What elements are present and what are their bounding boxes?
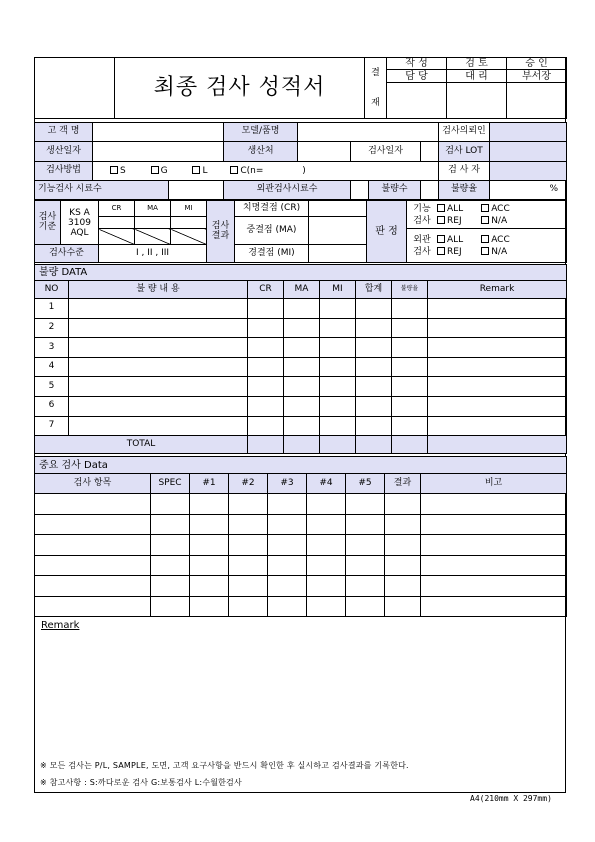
crit-cr-diagonal[interactable] [99, 229, 135, 245]
method-label: 검사방법 [35, 162, 93, 181]
defect-rate-cell[interactable] [392, 318, 428, 338]
defect-count-field[interactable] [421, 181, 439, 200]
table-row [35, 318, 567, 338]
defect-total-label: TOTAL [35, 436, 248, 454]
insp-date-field[interactable] [421, 142, 439, 162]
defect-ma-cell[interactable] [284, 338, 320, 358]
key-data-cell[interactable] [385, 596, 421, 617]
key-header-4: #4 [307, 474, 346, 494]
key-data-cell[interactable] [190, 494, 229, 515]
model-field[interactable] [298, 123, 439, 142]
defect-header-content: 불 량 내 용 [69, 281, 248, 299]
func-samples-field[interactable] [169, 181, 224, 200]
key-data-cell[interactable] [229, 555, 268, 576]
key-data-cell[interactable] [190, 514, 229, 535]
defect-header-cr: CR [248, 281, 284, 299]
key-data-cell[interactable] [229, 535, 268, 556]
key-header-note: 비고 [421, 474, 567, 494]
insp-date-label: 검사일자 [351, 142, 421, 162]
prod-place-label: 생산처 [224, 142, 298, 162]
method-c-checkbox[interactable] [230, 166, 238, 174]
remark-note-2: ※ 참고사항 : S:까다로운 검사 G:보통검사 L:수월한검사 [40, 778, 242, 787]
crit-col-ma: MA [135, 201, 171, 217]
defect-mi-cell[interactable] [320, 377, 356, 397]
defect-mi-cell[interactable] [320, 396, 356, 416]
inspector-field[interactable] [490, 162, 567, 181]
key-data-cell[interactable] [190, 596, 229, 617]
customer-label: 고 객 명 [35, 123, 93, 142]
defect-rows [35, 299, 567, 436]
key-data-cell[interactable] [421, 494, 567, 515]
defect-remark-cell[interactable] [428, 357, 567, 377]
key-data-cell[interactable] [346, 555, 385, 576]
defect-no-cell: 2 [35, 318, 69, 338]
func-all-checkbox[interactable] [437, 204, 445, 212]
ks-standard: KS A 3109 AQL [61, 201, 99, 245]
visual-samples-field[interactable] [351, 181, 369, 200]
key-data-cell[interactable] [190, 576, 229, 597]
defect-count-label: 불량수 [369, 181, 421, 200]
key-data-cell[interactable] [268, 535, 307, 556]
defect-ma-cell[interactable] [284, 299, 320, 319]
defect-header-ma: MA [284, 281, 320, 299]
sign-box-manager[interactable] [507, 83, 567, 119]
defect-cr-label: 치명결점 (CR) [235, 201, 309, 217]
table-row [35, 357, 567, 377]
defect-ma-cell[interactable] [284, 416, 320, 436]
table-row [35, 535, 567, 556]
key-section-title: 중요 검사 Data [35, 457, 567, 474]
key-data-cell[interactable] [268, 576, 307, 597]
key-data-cell[interactable] [35, 576, 151, 597]
defect-rate-field[interactable]: % [490, 181, 567, 200]
defect-rate-cell[interactable] [392, 377, 428, 397]
key-data-cell[interactable] [421, 596, 567, 617]
total-mi[interactable] [320, 436, 356, 454]
defect-content-cell[interactable] [69, 318, 248, 338]
requester-label: 검사의뢰인 [439, 123, 490, 142]
defect-no-cell: 6 [35, 396, 69, 416]
defect-rate-cell[interactable] [392, 299, 428, 319]
key-data-cell[interactable] [151, 494, 190, 515]
key-data-cell[interactable] [35, 535, 151, 556]
defect-mi-cell[interactable] [320, 357, 356, 377]
result-label: 검사 결과 [207, 201, 235, 263]
table-row [35, 596, 567, 617]
defect-rate-cell[interactable] [392, 396, 428, 416]
table-row [35, 494, 567, 515]
key-data-cell[interactable] [151, 535, 190, 556]
defect-header-remark: Remark [428, 281, 567, 299]
defect-sum-cell[interactable] [356, 377, 392, 397]
defect-cr-cell[interactable] [248, 299, 284, 319]
crit-mi-value[interactable] [171, 217, 207, 229]
sign-box-deputy[interactable] [447, 83, 507, 119]
defect-no-cell: 3 [35, 338, 69, 358]
key-data-cell[interactable] [229, 576, 268, 597]
table-row [35, 338, 567, 358]
visual-na-checkbox[interactable] [481, 247, 489, 255]
key-data-table [34, 456, 567, 617]
key-data-cell[interactable] [190, 535, 229, 556]
remark-area[interactable] [34, 616, 566, 793]
defect-sum-cell[interactable] [356, 416, 392, 436]
approval-col-review: 검 토 [447, 58, 507, 70]
key-data-cell[interactable] [346, 494, 385, 515]
defect-remark-cell[interactable] [428, 377, 567, 397]
defect-no-cell: 4 [35, 357, 69, 377]
defect-content-cell[interactable] [69, 357, 248, 377]
defect-sum-cell[interactable] [356, 299, 392, 319]
approval-col-write: 작 성 [387, 58, 447, 70]
key-data-cell[interactable] [307, 514, 346, 535]
defect-header-rate: 불량율 [392, 281, 428, 299]
visual-samples-label: 외관검사시료수 [224, 181, 351, 200]
defect-mi-cell[interactable] [320, 416, 356, 436]
method-l-checkbox[interactable] [192, 166, 200, 174]
defect-sum-cell[interactable] [356, 338, 392, 358]
defect-cr-cell[interactable] [248, 416, 284, 436]
approval-sub-manager: 부서장 [507, 70, 567, 83]
key-data-cell[interactable] [268, 555, 307, 576]
defect-ma-field[interactable] [309, 217, 367, 245]
func-acc-checkbox[interactable] [481, 204, 489, 212]
table-row [35, 416, 567, 436]
table-row [35, 299, 567, 319]
prod-date-field[interactable] [93, 142, 224, 162]
visual-acc-checkbox[interactable] [481, 235, 489, 243]
key-header-item: 검사 항목 [35, 474, 151, 494]
defect-content-cell[interactable] [69, 377, 248, 397]
customer-field[interactable] [93, 123, 224, 142]
total-cr[interactable] [248, 436, 284, 454]
defect-section-title: 불량 DATA [35, 265, 567, 281]
key-data-cell[interactable] [346, 596, 385, 617]
key-data-cell[interactable] [307, 535, 346, 556]
total-ma[interactable] [284, 436, 320, 454]
key-data-cell[interactable] [268, 494, 307, 515]
key-data-cell[interactable] [151, 596, 190, 617]
key-data-cell[interactable] [421, 535, 567, 556]
key-data-cell[interactable] [268, 596, 307, 617]
method-options: S G L C(n= ) [93, 162, 439, 181]
approval-sub-deputy: 대 리 [447, 70, 507, 83]
key-data-cell[interactable] [385, 494, 421, 515]
crit-col-cr: CR [99, 201, 135, 217]
defect-ma-cell[interactable] [284, 357, 320, 377]
table-row [35, 576, 567, 597]
key-data-cell[interactable] [190, 555, 229, 576]
key-data-cell[interactable] [385, 576, 421, 597]
crit-ma-value[interactable] [135, 217, 171, 229]
defect-mi-cell[interactable] [320, 318, 356, 338]
key-rows [35, 494, 567, 617]
defect-content-cell[interactable] [69, 299, 248, 319]
key-data-cell[interactable] [35, 596, 151, 617]
func-rej-checkbox[interactable] [437, 216, 445, 224]
defect-header-mi: MI [320, 281, 356, 299]
key-data-cell[interactable] [151, 555, 190, 576]
key-data-cell[interactable] [229, 596, 268, 617]
defect-cr-cell[interactable] [248, 318, 284, 338]
defect-remark-cell[interactable] [428, 416, 567, 436]
defect-header-sum: 합계 [356, 281, 392, 299]
judge-label: 판 정 [367, 201, 407, 263]
defect-no-cell: 7 [35, 416, 69, 436]
key-data-cell[interactable] [385, 555, 421, 576]
paper-size-label: A4(210mm X 297mm) [470, 794, 552, 803]
prod-date-label: 생산일자 [35, 142, 93, 162]
method-g-checkbox[interactable] [151, 166, 159, 174]
defect-cr-cell[interactable] [248, 338, 284, 358]
defect-mi-cell[interactable] [320, 338, 356, 358]
defect-ma-cell[interactable] [284, 318, 320, 338]
sign-box-staff[interactable] [387, 83, 447, 119]
key-header-result: 결과 [385, 474, 421, 494]
visual-judge: 외관 검사 ALL REJ ACC N/A [407, 229, 567, 263]
key-data-cell[interactable] [307, 555, 346, 576]
defect-mi-cell[interactable] [320, 299, 356, 319]
defect-cr-cell[interactable] [248, 377, 284, 397]
defect-cr-field[interactable] [309, 201, 367, 217]
key-data-cell[interactable] [307, 576, 346, 597]
key-data-cell[interactable] [385, 535, 421, 556]
defect-rate-cell[interactable] [392, 338, 428, 358]
defect-rate-cell[interactable] [392, 416, 428, 436]
table-row [35, 377, 567, 397]
total-sum[interactable] [356, 436, 392, 454]
method-s-checkbox[interactable] [110, 166, 118, 174]
defect-content-cell[interactable] [69, 416, 248, 436]
key-header-1: #1 [190, 474, 229, 494]
defect-remark-cell[interactable] [428, 318, 567, 338]
defect-sum-cell[interactable] [356, 318, 392, 338]
table-row [35, 514, 567, 535]
defect-mi-field[interactable] [309, 245, 367, 263]
defect-remark-cell[interactable] [428, 338, 567, 358]
requester-field[interactable] [490, 123, 567, 142]
visual-rej-checkbox[interactable] [437, 247, 445, 255]
defect-ma-label: 중결점 (MA) [235, 217, 309, 245]
key-data-cell[interactable] [35, 494, 151, 515]
key-data-cell[interactable] [268, 514, 307, 535]
key-data-cell[interactable] [346, 535, 385, 556]
total-remark[interactable] [428, 436, 567, 454]
func-na-checkbox[interactable] [481, 216, 489, 224]
defect-content-cell[interactable] [69, 338, 248, 358]
key-header-2: #2 [229, 474, 268, 494]
key-data-cell[interactable] [229, 494, 268, 515]
defect-content-cell[interactable] [69, 396, 248, 416]
inspector-label: 검 사 자 [439, 162, 490, 181]
defect-ma-cell[interactable] [284, 377, 320, 397]
criteria-table [34, 200, 567, 263]
key-data-cell[interactable] [307, 494, 346, 515]
defect-remark-cell[interactable] [428, 299, 567, 319]
key-data-cell[interactable] [229, 514, 268, 535]
remark-note-1: ※ 모든 검사는 P/L, SAMPLE, 도면, 고객 요구사항을 반드시 확인한 후 실시하고 검사결과를 기록한다. [40, 761, 409, 770]
key-header-3: #3 [268, 474, 307, 494]
level-value: I , II , III [99, 245, 207, 263]
func-samples-label: 기능검사 시료수 [35, 181, 169, 200]
defect-rate-cell[interactable] [392, 357, 428, 377]
table-row [35, 396, 567, 416]
defect-table [34, 264, 567, 454]
key-header-5: #5 [346, 474, 385, 494]
func-judge: 기능 검사 ALL REJ ACC N/A [407, 201, 567, 229]
key-data-cell[interactable] [151, 514, 190, 535]
total-rate[interactable] [392, 436, 428, 454]
defect-rate-label: 불량율 [439, 181, 490, 200]
std-label: 검사 기준 [35, 201, 61, 245]
key-data-cell[interactable] [346, 576, 385, 597]
table-row [35, 555, 567, 576]
approval-col-approve: 승 인 [507, 58, 567, 70]
defect-mi-label: 경결점 (MI) [235, 245, 309, 263]
key-data-cell[interactable] [35, 555, 151, 576]
header-table [34, 57, 567, 119]
defect-cr-cell[interactable] [248, 357, 284, 377]
key-data-cell[interactable] [151, 576, 190, 597]
defect-header-no: NO [35, 281, 69, 299]
key-data-cell[interactable] [307, 596, 346, 617]
lot-label: 검사 LOT [439, 142, 490, 162]
lot-field[interactable] [490, 142, 567, 162]
defect-ma-cell[interactable] [284, 396, 320, 416]
key-data-cell[interactable] [421, 576, 567, 597]
approval-label: 결 재 [365, 58, 387, 119]
remark-label: Remark [41, 620, 80, 631]
defect-remark-cell[interactable] [428, 396, 567, 416]
info-table [34, 122, 567, 200]
page-title: 최종 검사 성적서 [115, 58, 365, 119]
crit-ma-diagonal[interactable] [135, 229, 171, 245]
defect-sum-cell[interactable] [356, 396, 392, 416]
key-data-cell[interactable] [385, 514, 421, 535]
key-data-cell[interactable] [421, 555, 567, 576]
visual-all-checkbox[interactable] [437, 235, 445, 243]
key-header-spec: SPEC [151, 474, 190, 494]
crit-cr-value[interactable] [99, 217, 135, 229]
key-data-cell[interactable] [35, 514, 151, 535]
crit-mi-diagonal[interactable] [171, 229, 207, 245]
level-label: 검사수준 [35, 245, 99, 263]
key-data-cell[interactable] [346, 514, 385, 535]
defect-no-cell: 5 [35, 377, 69, 397]
defect-no-cell: 1 [35, 299, 69, 319]
defect-sum-cell[interactable] [356, 357, 392, 377]
key-data-cell[interactable] [421, 514, 567, 535]
approval-sub-staff: 담 당 [387, 70, 447, 83]
prod-place-field[interactable] [298, 142, 351, 162]
crit-col-mi: MI [171, 201, 207, 217]
defect-cr-cell[interactable] [248, 396, 284, 416]
model-label: 모델/품명 [224, 123, 298, 142]
